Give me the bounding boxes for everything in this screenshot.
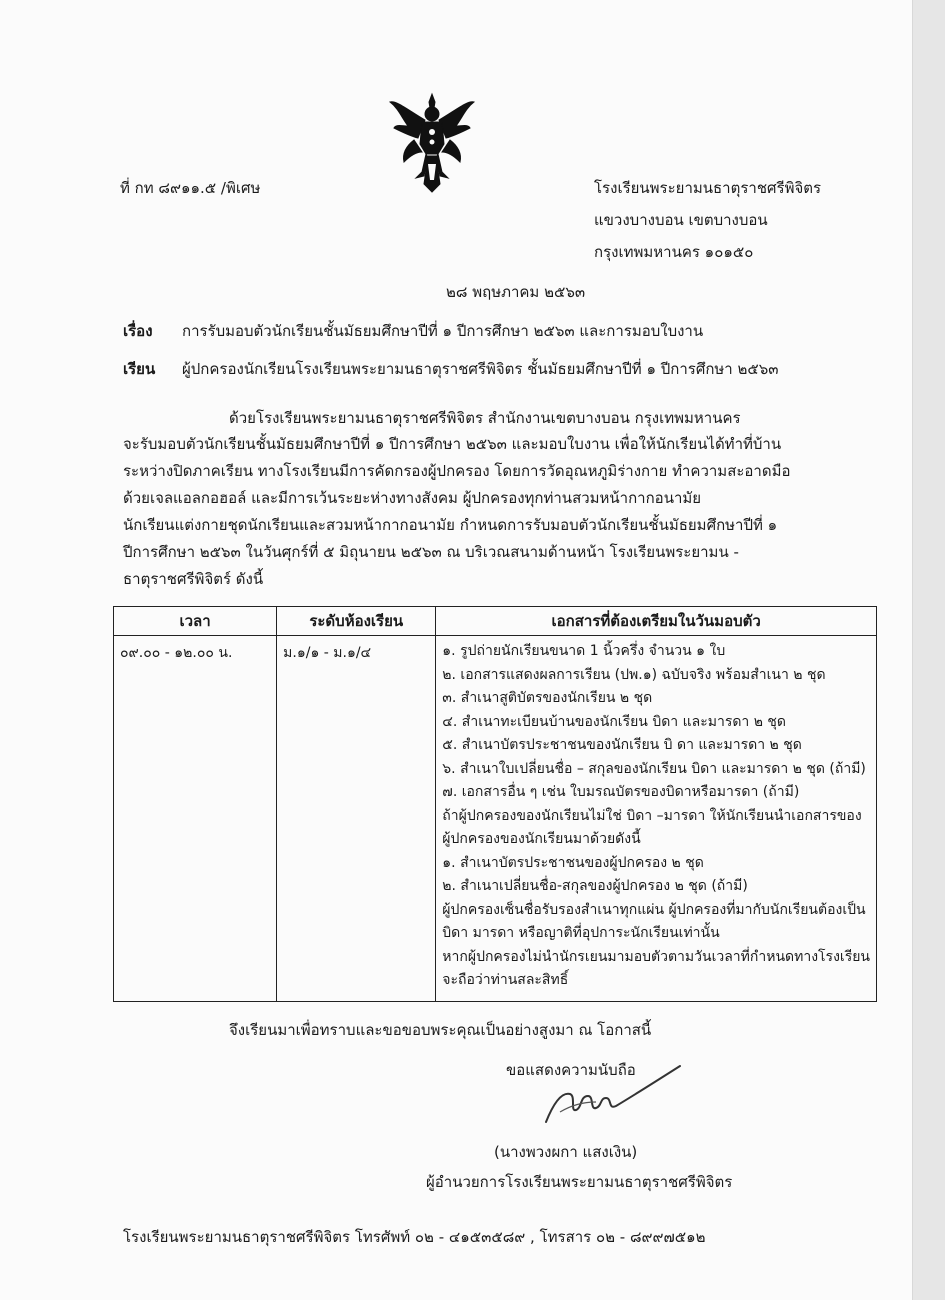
document-item: ๑. รูปถ่ายนักเรียนขนาด 1 นิ้วครึ่ง จำนวน ๑ ใบ — [442, 643, 726, 659]
school-name: โรงเรียนพระยามนธาตุราชศรีพิจิตร — [594, 179, 822, 197]
time-cell: ๐๙.๐๐ - ๑๒.๐๐ น. — [114, 636, 277, 1002]
addressee-label: เรียน — [123, 360, 156, 378]
subject-text: การรับมอบตัวนักเรียนชั้นมัธยมศึกษาปีที่ ๑ ปีการศึกษา ๒๕๖๓ และการมอบใบงาน — [182, 322, 704, 340]
level-cell: ม.๑/๑ - ม.๑/๔ — [277, 636, 436, 1002]
reference-number: ที่ กท ๘๙๑๑.๕ /พิเศษ — [120, 179, 261, 197]
document-item: ๕. สำเนาบัตรประชาชนของนักเรียน บิ ดา และมารดา ๒ ชุด — [442, 737, 802, 753]
body-line: นักเรียนแต่งกายชุดนักเรียนและสวมหน้ากากอนามัย กำหนดการรับมอบตัวนักเรียนชั้นมัธยมศึกษาปีที่ ๑ — [123, 516, 778, 534]
document-item: ๑. สำเนาบัตรประชาชนของผู้ปกครอง ๒ ชุด — [442, 854, 704, 871]
document-item: ๓. สำเนาสูติบัตรของนักเรียน ๒ ชุด — [442, 690, 653, 706]
column-header-documents: เอกสารที่ต้องเตรียมในวันมอบตัว — [436, 607, 877, 636]
body-line: ระหว่างปิดภาคเรียน ทางโรงเรียนมีการคัดกรองผู้ปกครอง โดยการวัดอุณหภูมิร่างกาย ทำความสะอาดมือ — [123, 462, 791, 480]
schedule-table — [113, 606, 877, 1002]
body-line: จะรับมอบตัวนักเรียนชั้นมัธยมศึกษาปีที่ ๑ ปีการศึกษา ๒๕๖๓ และมอบใบงาน เพื่อให้นักเรียนได้ทำที่บ้าน — [123, 435, 782, 453]
signer-title: ผู้อำนวยการโรงเรียนพระยามนธาตุราชศรีพิจิตร — [426, 1173, 733, 1191]
document-item: ๒. สำเนาเปลี่ยนชื่อ-สกุลของผู้ปกครอง ๒ ชุด (ถ้ามี) — [442, 878, 748, 894]
signature-image — [540, 1062, 690, 1132]
document-item: ๖. สำเนาใบเปลี่ยนชื่อ – สกุลของนักเรียน บิดา และมารดา ๒ ชุด (ถ้ามี) — [442, 760, 866, 777]
column-header-time: เวลา — [114, 607, 277, 636]
garuda-emblem-icon — [388, 92, 476, 194]
signer-name: (นางพวงผกา แสงเงิน) — [494, 1143, 638, 1161]
body-line: ธาตุราชศรีพิจิตร์ ดังนี้ — [123, 570, 264, 588]
regards-text: ขอแสดงความนับถือ — [506, 1061, 636, 1079]
column-header-level: ระดับห้องเรียน — [277, 607, 436, 636]
document-note: หากผู้ปกครองไม่นำนักรเยนมามอบตัวตามวันเวลาที่กำหนดทางโรงเรียน — [442, 948, 870, 965]
document-note: จะถือว่าท่านสละสิทธิ์ — [442, 972, 569, 988]
closing-text: จึงเรียนมาเพื่อทราบและขอขอบพระคุณเป็นอย่างสูงมา ณ โอกาสนี้ — [229, 1021, 652, 1039]
addressee-text: ผู้ปกครองนักเรียนโรงเรียนพระยามนธาตุราชศรีพิจิตร ชั้นมัธยมศึกษาปีที่ ๑ ปีการศึกษา ๒๕๖๓ — [182, 360, 779, 378]
address-line-1: แขวงบางบอน เขตบางบอน — [594, 211, 768, 229]
body-line: ด้วยเจลแอลกอฮอล์ และมีการเว้นระยะห่างทางสังคม ผู้ปกครองทุกท่านสวมหน้ากากอนามัย — [123, 489, 702, 507]
address-line-2: กรุงเทพมหานคร ๑๐๑๕๐ — [594, 243, 754, 261]
table-header-row — [114, 607, 877, 636]
document-item: ๒. เอกสารแสดงผลการเรียน (ปพ.๑) ฉบับจริง พร้อมสำเนา ๒ ชุด — [442, 666, 826, 683]
table-row — [114, 636, 877, 1002]
document-note: ถ้าผู้ปกครองของนักเรียนไม่ใช่ บิดา –มารดา ให้นักเรียนนำเอกสารของ — [442, 807, 862, 824]
documents-cell — [436, 636, 877, 1002]
document-note: บิดา มารดา หรือญาติที่อุปการะนักเรียนเท่านั้น — [442, 925, 720, 941]
body-line: ปีการศึกษา ๒๕๖๓ ในวันศุกร์ที่ ๕ มิถุนายน ๒๕๖๓ ณ บริเวณสนามด้านหน้า โรงเรียนพระยามน - — [123, 543, 739, 561]
document-note: ผู้ปกครองของนักเรียนมาด้วยดังนี้ — [442, 831, 641, 847]
document-item: ๗. เอกสารอื่น ๆ เช่น ใบมรณบัตรของบิดาหรือมารดา (ถ้ามี) — [442, 784, 800, 800]
body-line: ด้วยโรงเรียนพระยามนธาตุราชศรีพิจิตร สำนักงานเขตบางบอน กรุงเทพมหานคร — [229, 409, 741, 427]
footer-contact: โรงเรียนพระยามนธาตุราชศรีพิจิตร โทรศัพท์ ๐๒ - ๔๑๕๓๕๘๙ , โทรสาร ๐๒ - ๘๙๙๗๕๑๒ — [123, 1228, 706, 1246]
letter-date: ๒๘ พฤษภาคม ๒๕๖๓ — [446, 283, 586, 301]
document-item: ๔. สำเนาทะเบียนบ้านของนักเรียน บิดา และมารดา ๒ ชุด — [442, 713, 787, 730]
document-note: ผู้ปกครองเซ็นชื่อรับรองสำเนาทุกแผ่น ผู้ปกครองที่มากับนักเรียนต้องเป็น — [442, 901, 866, 918]
subject-label: เรื่อง — [123, 322, 153, 340]
